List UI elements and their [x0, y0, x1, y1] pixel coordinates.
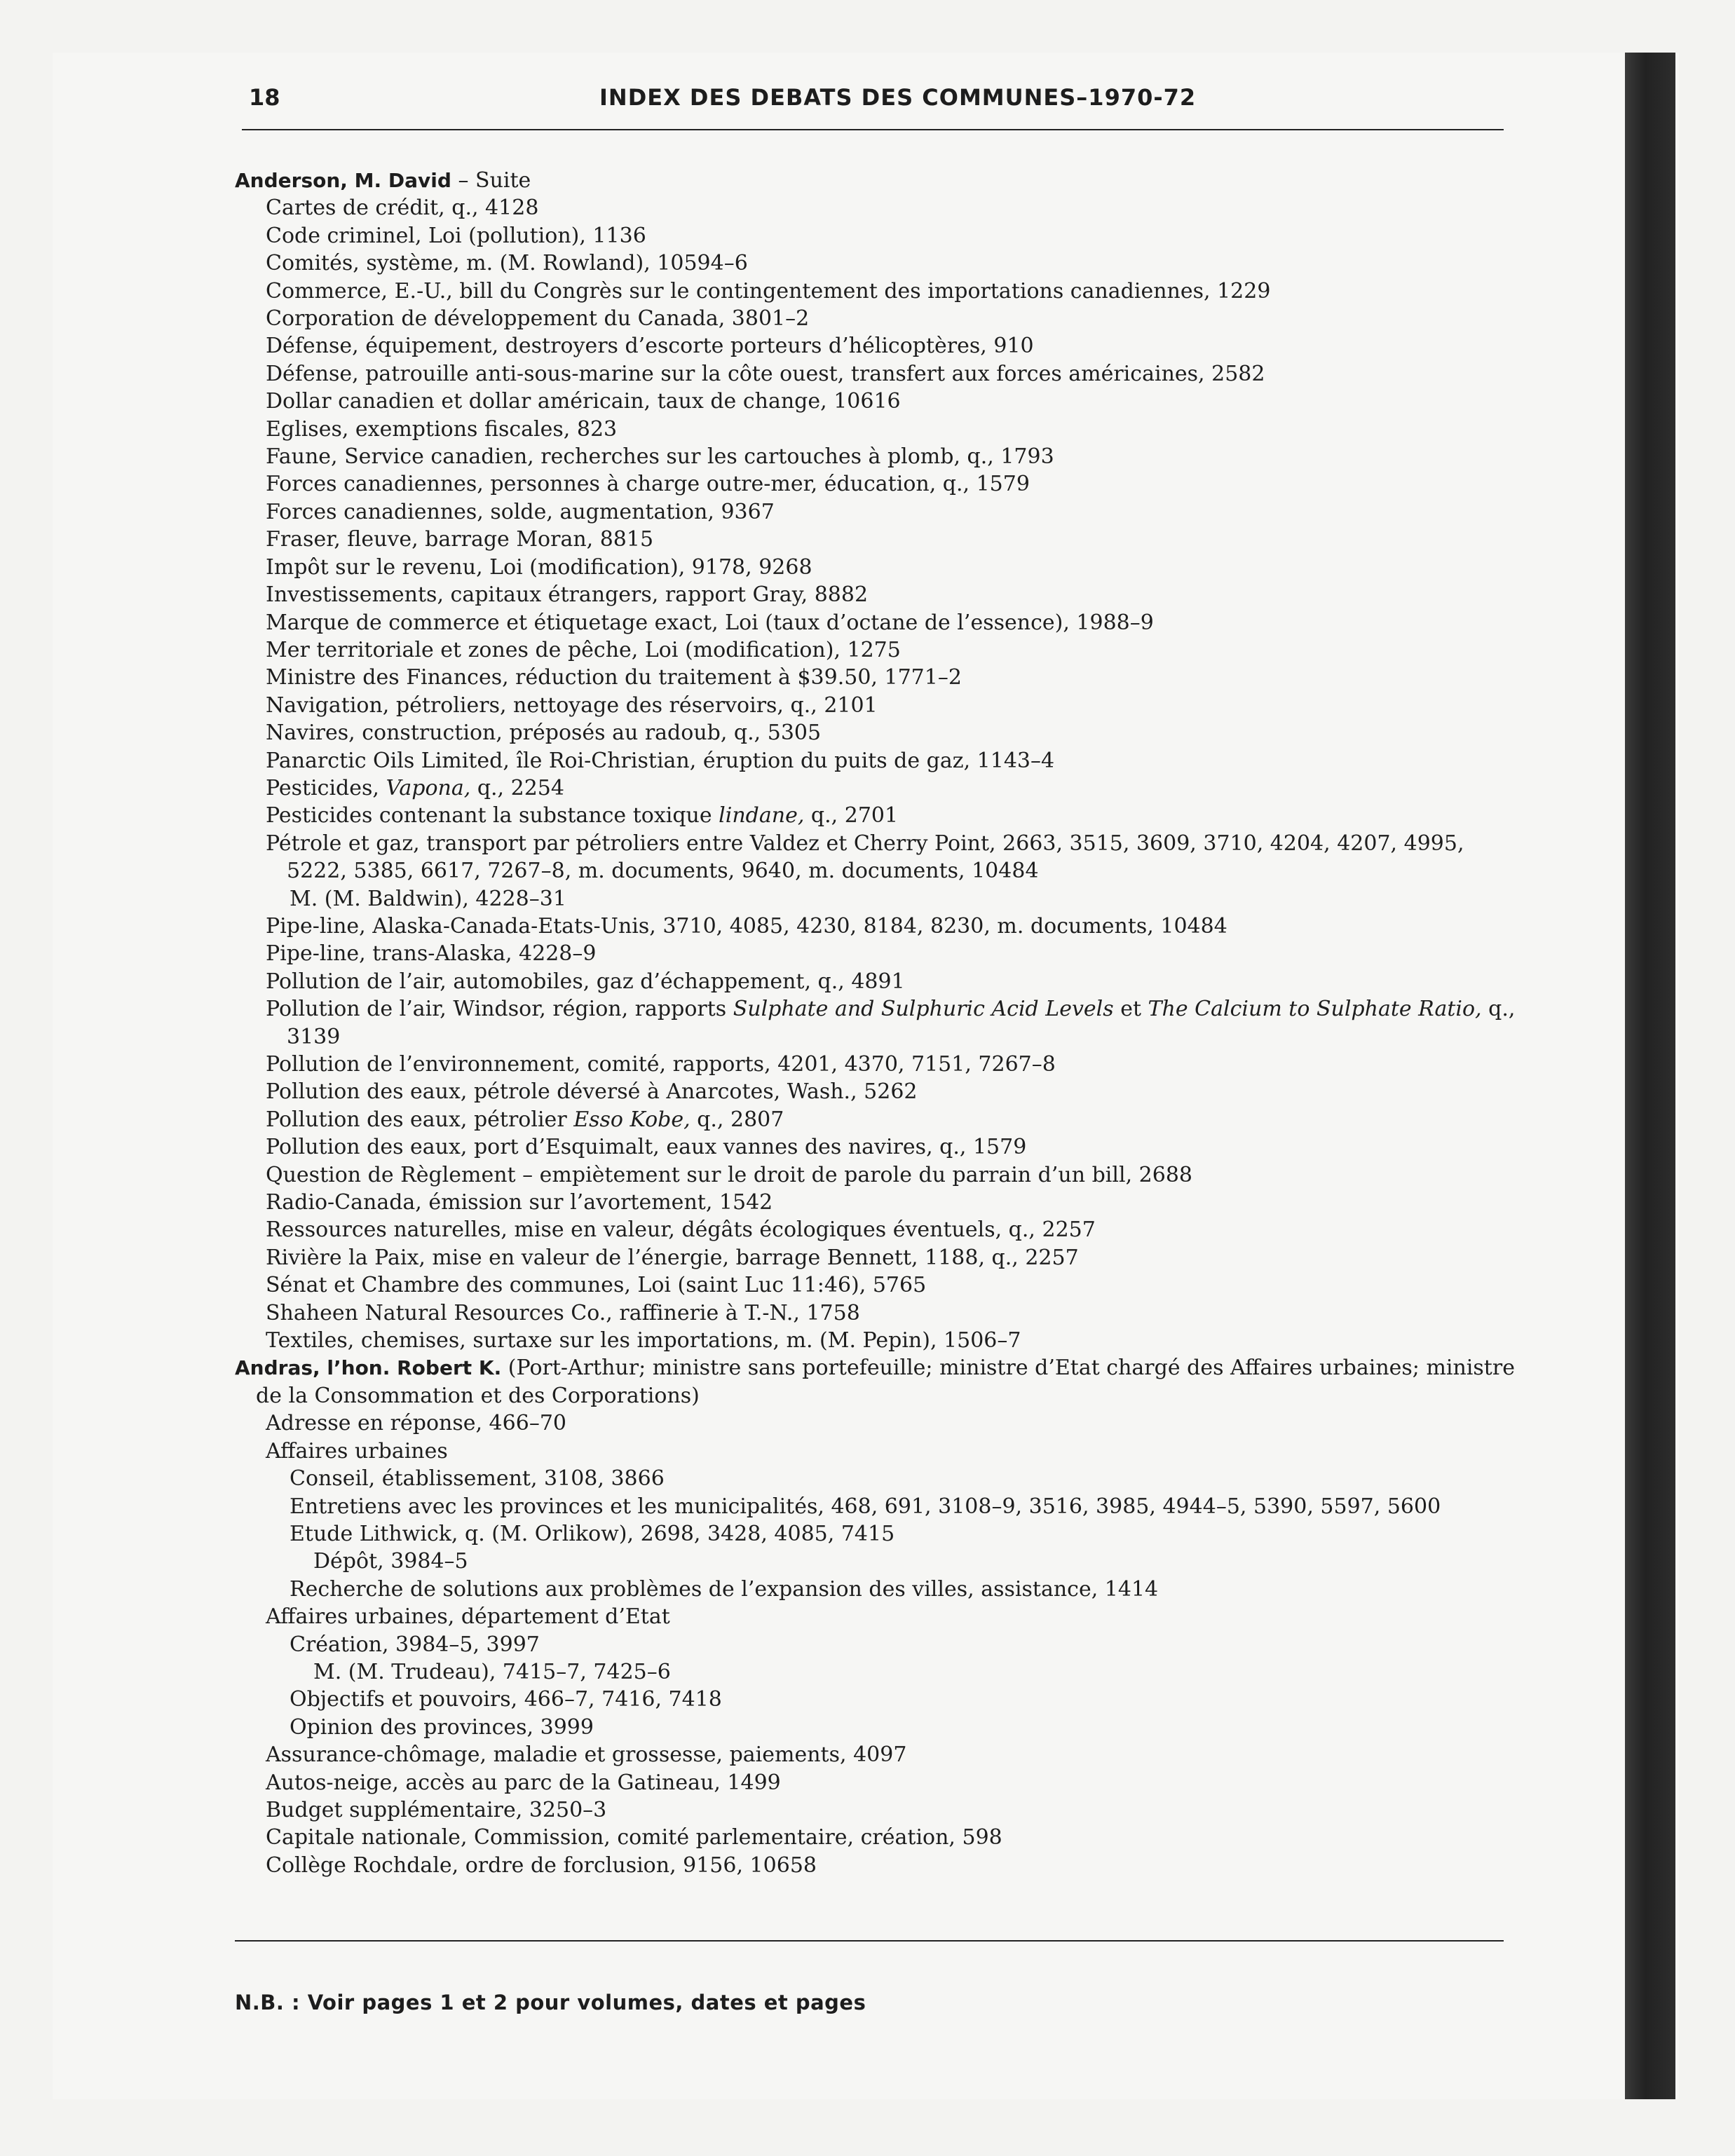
- index-entry: [235, 913, 1518, 940]
- index-entry: [235, 1161, 1518, 1189]
- index-heading-entry: [235, 167, 1518, 194]
- entry-text: Sénat et Chambre des communes, Loi (saint Luc 11:46), 5765: [266, 1273, 927, 1298]
- italic-title: Vapona,: [386, 775, 471, 800]
- entry-text: Investissements, capitaux étrangers, rapport Gray, 8882: [266, 582, 869, 608]
- entry-text: Pollution des eaux, port d’Esquimalt, eaux vannes des navires, q., 1579: [266, 1135, 1027, 1160]
- entry-text: Conseil, établissement, 3108, 3866: [290, 1466, 665, 1492]
- entry-text: Rivière la Paix, mise en valeur de l’énergie, barrage Bennett, 1188, q., 2257: [266, 1245, 1079, 1270]
- entry-text: q., 3139: [287, 997, 1516, 1049]
- entry-text: Ministre des Finances, réduction du traitement à $39.50, 1771–2: [266, 665, 962, 690]
- italic-title: The Calcium to Sulphate Ratio,: [1148, 997, 1482, 1022]
- entry-text: Fraser, fleuve, barrage Moran, 8815: [266, 527, 654, 552]
- entry-text: Assurance-chômage, maladie et grossesse, paiements, 4097: [266, 1742, 907, 1768]
- index-entry: [235, 1658, 1518, 1686]
- entry-text: Pétrole et gaz, transport par pétroliers entre Valdez et Cherry Point, 2663, 3515, 3609, 3710, 4204, 4207, 4995, 5222, 5385, 6617, 7267–8, m. documents, 9640, m. documents, 10484: [266, 831, 1464, 884]
- index-entry: [235, 1410, 1518, 1437]
- index-entry: [235, 747, 1518, 775]
- index-entry: [235, 305, 1518, 332]
- entry-text: Panarctic Oils Limited, île Roi-Christian, éruption du puits de gaz, 1143–4: [266, 748, 1055, 773]
- footer-rule: [235, 1940, 1504, 1942]
- header-title: INDEX DES DEBATS DES COMMUNES–1970-72: [599, 84, 1197, 111]
- page-number: 18: [249, 84, 280, 111]
- entry-text: Dollar canadien et dollar américain, taux de change, 10616: [266, 389, 901, 414]
- entry-text: Objectifs et pouvoirs, 466–7, 7416, 7418: [290, 1687, 722, 1712]
- index-entry: [235, 250, 1518, 277]
- entry-text: Pollution de l’environnement, comité, rapports, 4201, 4370, 7151, 7267–8: [266, 1052, 1056, 1077]
- italic-title: lindane,: [719, 803, 805, 828]
- index-entry: [235, 332, 1518, 360]
- index-entry: [235, 1548, 1518, 1575]
- entry-text: Navigation, pétroliers, nettoyage des réservoirs, q., 2101: [266, 692, 878, 718]
- entry-text: Cartes de crédit, q., 4128: [266, 196, 539, 221]
- italic-title: Esso Kobe,: [573, 1107, 690, 1132]
- index-entry: [235, 526, 1518, 553]
- index-entry: [235, 1327, 1518, 1354]
- running-header: [0, 84, 1735, 119]
- entry-text: Défense, équipement, destroyers d’escorte porteurs d’hélicoptères, 910: [266, 334, 1034, 359]
- entry-text: Adresse en réponse, 466–70: [266, 1411, 566, 1436]
- index-entry: [235, 885, 1518, 913]
- entry-text: Marque de commerce et étiquetage exact, Loi (taux d’octane de l’essence), 1988–9: [266, 610, 1154, 635]
- italic-title: Sulphate and Sulphuric Acid Levels: [733, 997, 1114, 1022]
- entry-text: Création, 3984–5, 3997: [290, 1632, 540, 1657]
- index-entry: [235, 360, 1518, 388]
- entry-text: Eglises, exemptions fiscales, 823: [266, 416, 618, 442]
- entry-text: Faune, Service canadien, recherches sur les cartouches à plomb, q., 1793: [266, 444, 1054, 470]
- entry-text: Capitale nationale, Commission, comité parlementaire, création, 598: [266, 1825, 1002, 1850]
- index-entry: [235, 1078, 1518, 1105]
- index-entry: [235, 1189, 1518, 1216]
- index-entry: [235, 581, 1518, 608]
- entry-text: Textiles, chemises, surtaxe sur les importations, m. (M. Pepin), 1506–7: [266, 1328, 1021, 1353]
- index-entry: [235, 968, 1518, 995]
- index-entry: [235, 775, 1518, 802]
- index-entry: [235, 1576, 1518, 1603]
- index-entry: [235, 1631, 1518, 1658]
- entry-text: Collège Rochdale, ordre de forclusion, 9156, 10658: [266, 1853, 817, 1878]
- index-entry: [235, 1741, 1518, 1768]
- index-entry: [235, 222, 1518, 250]
- index-entry: [235, 1520, 1518, 1548]
- index-entry: [235, 1051, 1518, 1078]
- entry-text: Etude Lithwick, q. (M. Orlikow), 2698, 3428, 4085, 7415: [290, 1521, 895, 1546]
- entry-text: Autos-neige, accès au parc de la Gatineau, 1499: [266, 1770, 781, 1795]
- entry-text: Radio-Canada, émission sur l’avortement, 1542: [266, 1190, 773, 1215]
- footer-note: N.B. : Voir pages 1 et 2 pour volumes, dates et pages: [235, 1991, 866, 2014]
- entry-text: Comités, système, m. (M. Rowland), 10594–6: [266, 251, 748, 276]
- index-entry: [235, 1824, 1518, 1851]
- entry-text: q., 2807: [690, 1107, 784, 1132]
- index-entry: [235, 1714, 1518, 1741]
- header-rule: [242, 129, 1504, 130]
- entry-text: (Port-Arthur; ministre sans portefeuille; ministre d’Etat chargé des Affaires urbaines; ministre de la Consommation et des Corporations): [256, 1356, 1515, 1408]
- index-entry: [235, 664, 1518, 691]
- entry-text: q., 2254: [470, 775, 564, 800]
- index-entry: [235, 1271, 1518, 1299]
- entry-text: et: [1113, 997, 1148, 1022]
- entry-text: Pipe-line, trans-Alaska, 4228–9: [266, 941, 597, 967]
- index-entry: [235, 940, 1518, 967]
- index-entry: [235, 1603, 1518, 1630]
- index-entries: [235, 167, 1518, 1879]
- entry-text: M. (M. Baldwin), 4228–31: [290, 886, 566, 911]
- entry-text: Dépôt, 3984–5: [313, 1549, 468, 1574]
- index-entry: [235, 443, 1518, 470]
- index-entry: [235, 1106, 1518, 1133]
- entry-text: Shaheen Natural Resources Co., raffinerie à T.-N., 1758: [266, 1300, 860, 1325]
- index-entry: [235, 1465, 1518, 1492]
- index-entry: [235, 470, 1518, 498]
- entry-text: Code criminel, Loi (pollution), 1136: [266, 223, 646, 248]
- index-entry: [235, 1493, 1518, 1520]
- index-entry: [235, 719, 1518, 746]
- index-entry: [235, 802, 1518, 829]
- entry-text: Pesticides,: [266, 775, 386, 800]
- index-entry: [235, 1852, 1518, 1879]
- entry-text: Impôt sur le revenu, Loi (modification), 9178, 9268: [266, 554, 812, 580]
- index-entry: [235, 636, 1518, 664]
- index-entry: [235, 278, 1518, 305]
- entry-text: Budget supplémentaire, 3250–3: [266, 1797, 607, 1822]
- entry-text: Question de Règlement – empiètement sur le droit de parole du parrain d’un bill, 2688: [266, 1162, 1192, 1187]
- binding-edge: [1625, 53, 1675, 2099]
- index-entry: [235, 1769, 1518, 1796]
- entry-text: Navires, construction, préposés au radoub, q., 5305: [266, 721, 822, 746]
- entry-text: Pipe-line, Alaska-Canada-Etats-Unis, 3710, 4085, 4230, 8184, 8230, m. documents, 10484: [266, 913, 1227, 939]
- index-entry: [235, 1686, 1518, 1713]
- entry-text: q., 2701: [804, 803, 899, 828]
- entry-text: Forces canadiennes, personnes à charge outre-mer, éducation, q., 1579: [266, 472, 1030, 497]
- entry-text: Ressources naturelles, mise en valeur, dégâts écologiques éventuels, q., 2257: [266, 1217, 1096, 1243]
- index-entry: [235, 498, 1518, 526]
- entry-text: Pesticides contenant la substance toxique: [266, 803, 719, 828]
- index-heading-entry: [235, 1354, 1518, 1410]
- entry-text: M. (M. Trudeau), 7415–7, 7425–6: [313, 1659, 671, 1684]
- entry-text: Commerce, E.-U., bill du Congrès sur le contingentement des importations canadiennes, 1229: [266, 278, 1271, 303]
- index-entry: [235, 1133, 1518, 1161]
- index-entry: [235, 1299, 1518, 1327]
- entry-text: Opinion des provinces, 3999: [290, 1714, 594, 1740]
- member-name: Andras, l’hon. Robert K.: [235, 1356, 502, 1380]
- entry-text: Entretiens avec les provinces et les municipalités, 468, 691, 3108–9, 3516, 3985, 4944–5, 5390, 5597, 5600: [290, 1494, 1441, 1519]
- index-entry: [235, 194, 1518, 221]
- entry-text: Pollution de l’air, Windsor, région, rapports: [266, 997, 733, 1022]
- index-entry: [235, 554, 1518, 581]
- index-entry: [235, 388, 1518, 415]
- entry-text: Recherche de solutions aux problèmes de l’expansion des villes, assistance, 1414: [290, 1576, 1159, 1602]
- index-entry: [235, 1216, 1518, 1243]
- entry-text: – Suite: [451, 168, 531, 193]
- entry-text: Pollution des eaux, pétrole déversé à Anarcotes, Wash., 5262: [266, 1079, 918, 1105]
- entry-text: Affaires urbaines, département d’Etat: [266, 1604, 670, 1630]
- entry-text: Pollution des eaux, pétrolier: [266, 1107, 574, 1132]
- index-entry: [235, 1796, 1518, 1824]
- index-entry: [235, 1438, 1518, 1465]
- entry-text: Pollution de l’air, automobiles, gaz d’échappement, q., 4891: [266, 969, 905, 994]
- member-name: Anderson, M. David: [235, 169, 451, 192]
- entry-text: Défense, patrouille anti-sous-marine sur la côte ouest, transfert aux forces américaines, 2582: [266, 361, 1265, 386]
- index-entry: [235, 416, 1518, 443]
- index-entry: [235, 692, 1518, 719]
- entry-text: Corporation de développement du Canada, 3801–2: [266, 306, 810, 332]
- entry-text: Affaires urbaines: [266, 1438, 448, 1464]
- entry-text: Mer territoriale et zones de pêche, Loi (modification), 1275: [266, 637, 901, 662]
- entry-text: Forces canadiennes, solde, augmentation, 9367: [266, 499, 775, 524]
- index-entry: [235, 830, 1518, 885]
- index-entry: [235, 1244, 1518, 1271]
- index-entry: [235, 609, 1518, 636]
- index-entry: [235, 995, 1518, 1051]
